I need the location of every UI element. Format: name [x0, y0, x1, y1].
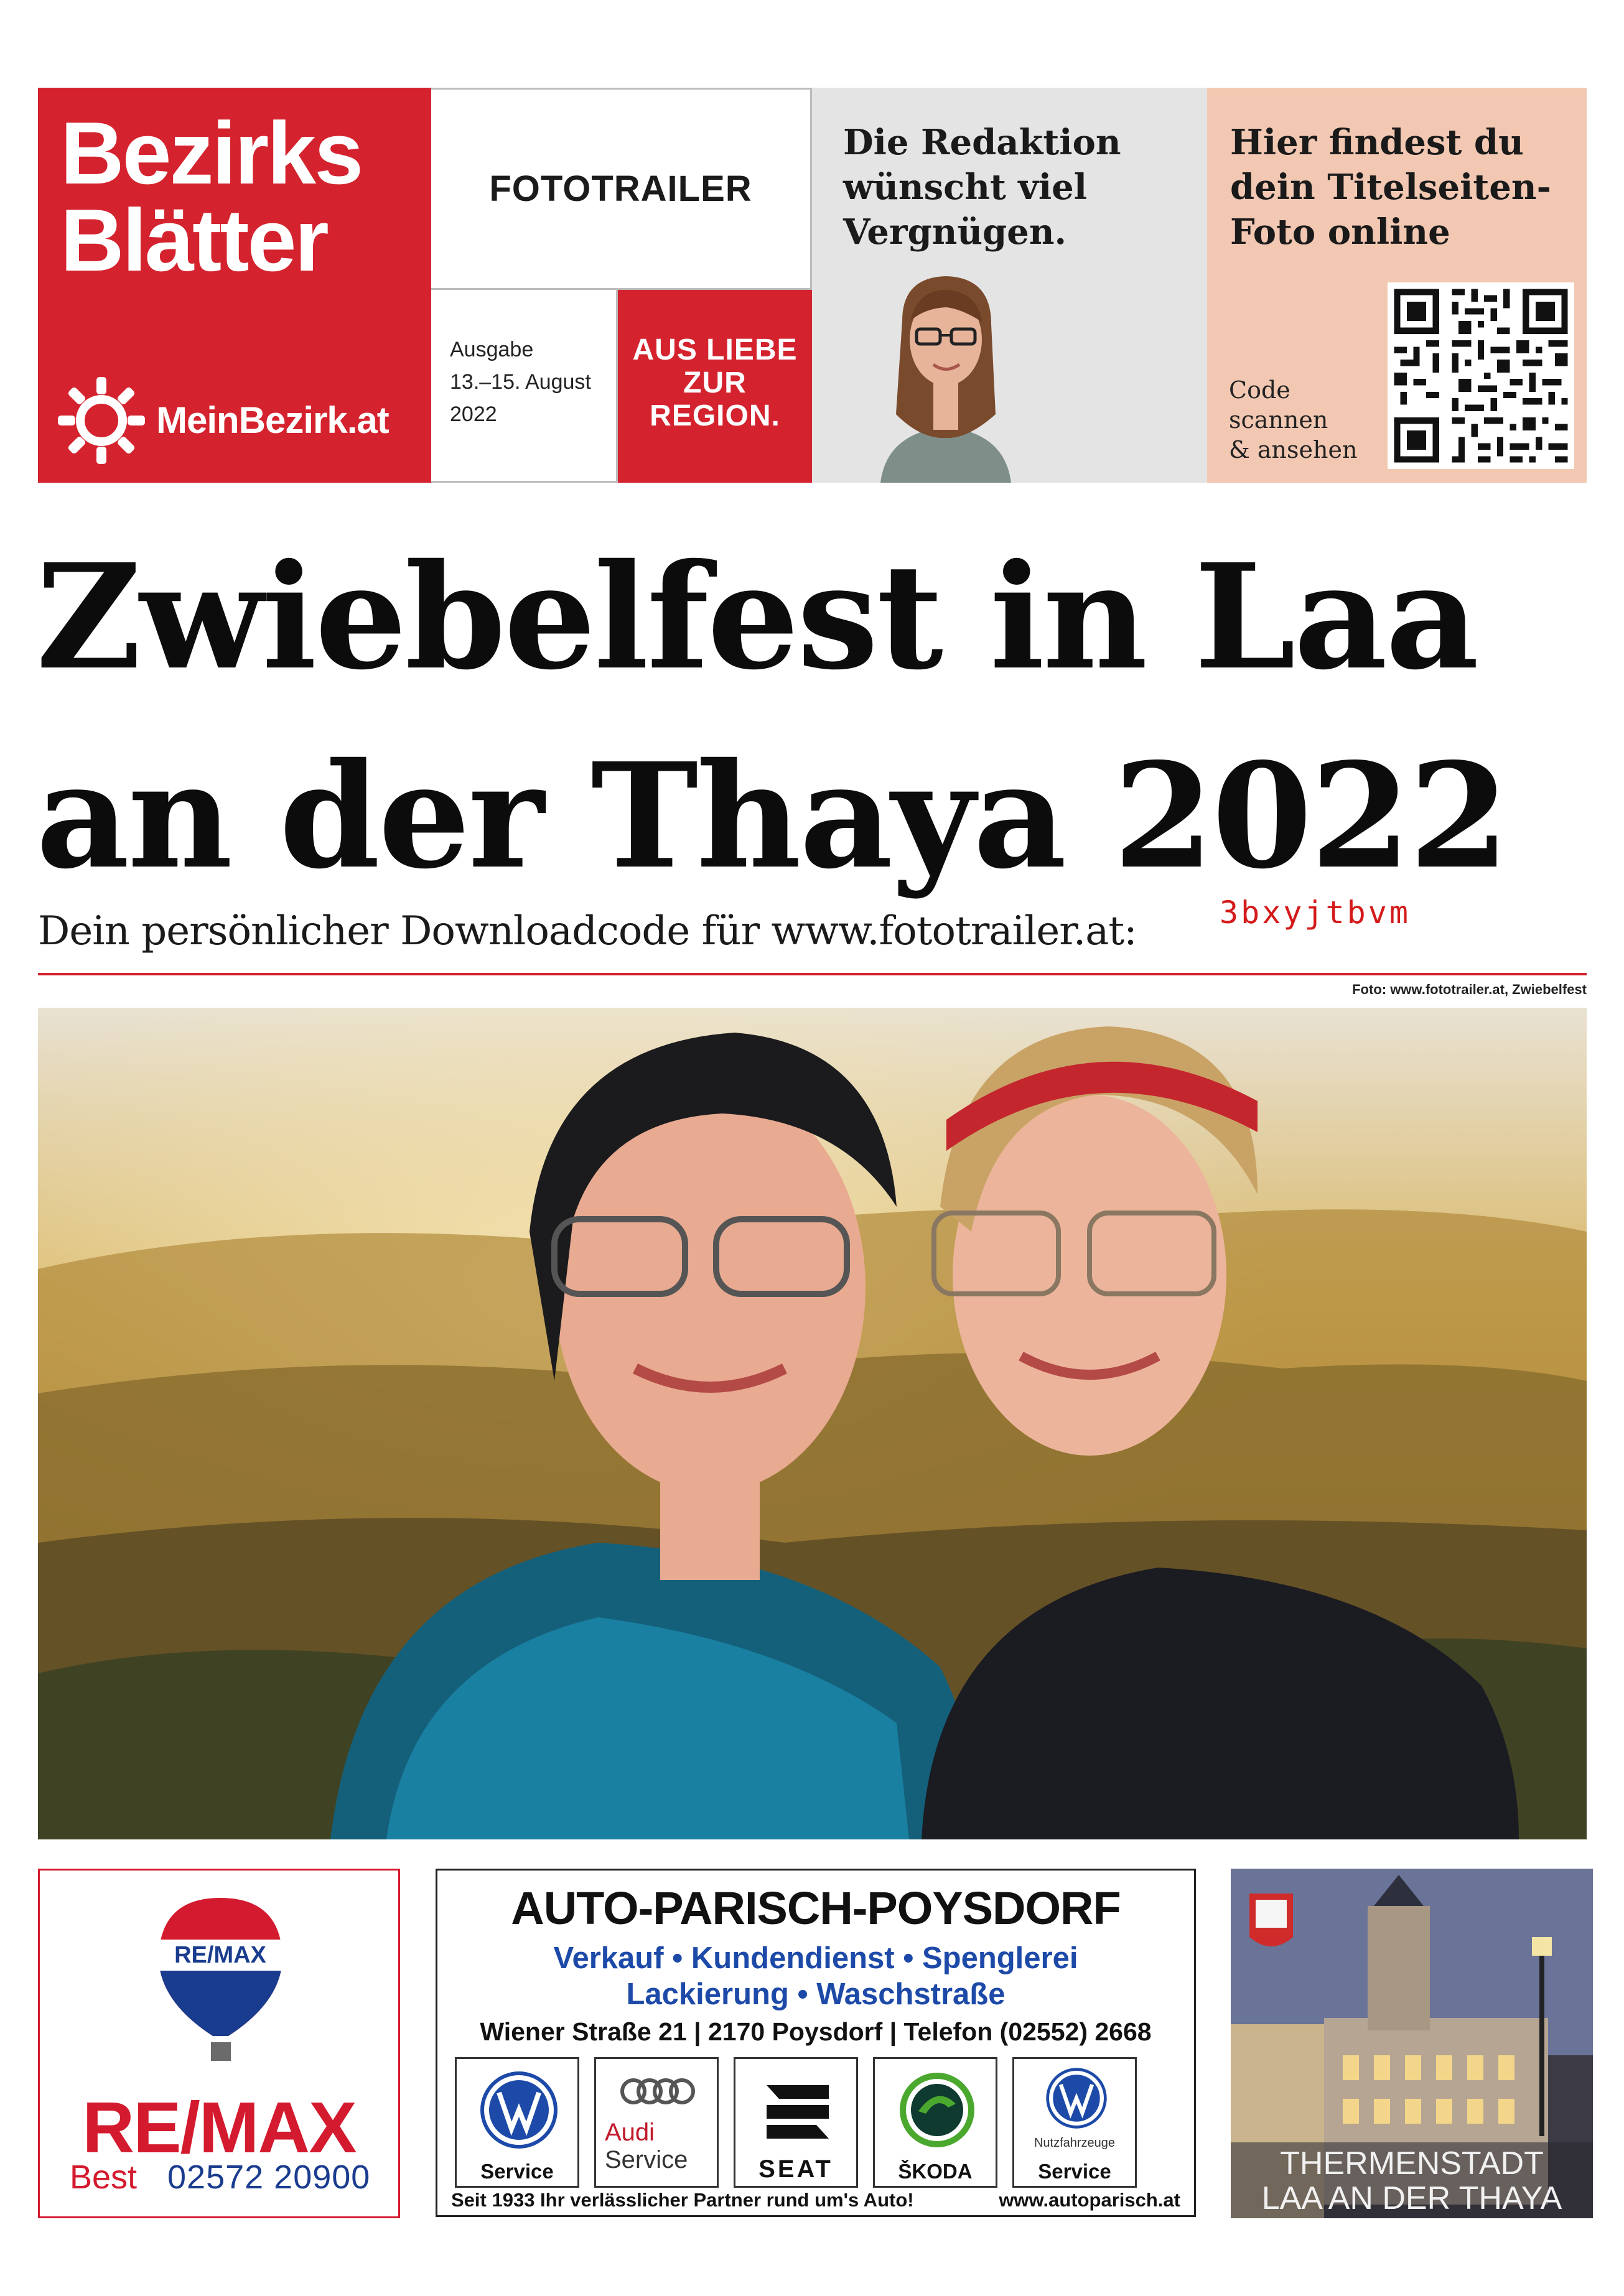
issue-label: Ausgabe — [450, 338, 534, 361]
audi-service: Service — [605, 2146, 688, 2173]
editor-portrait — [843, 253, 1048, 483]
slogan-line1: AUS LIEBE — [632, 333, 798, 366]
issue-info — [431, 290, 618, 483]
vw-logo-icon — [1042, 2064, 1111, 2132]
brand-url: MeinBezirk.at — [156, 399, 389, 441]
ap-services-line2: Lackierung • Waschstraße — [626, 1978, 1006, 2011]
photo-credit: Foto: www.fototrailer.at, Zwiebelfest — [1352, 982, 1587, 997]
autoparisch-ad[interactable] — [436, 1869, 1196, 2217]
seat-logo-icon — [754, 2066, 841, 2154]
slogan-block — [618, 290, 812, 483]
issue-dates: 13.–15. August — [450, 370, 591, 394]
issue-year: 2022 — [450, 402, 497, 426]
ap-footer: Seit 1933 Ihr verlässlicher Partner rund um's Auto! — [451, 2189, 914, 2211]
brand-block — [38, 88, 431, 483]
vw-logo-icon — [475, 2066, 562, 2154]
code-line3: & ansehen — [1229, 436, 1358, 463]
code-line1: Code — [1229, 376, 1290, 404]
online-text — [1230, 120, 1551, 254]
editorial-block — [812, 88, 1207, 483]
code-hint — [1229, 375, 1357, 465]
editorial-line1: Die Redaktion — [843, 122, 1121, 163]
sun-logo-icon — [52, 371, 151, 470]
slogan-line3: REGION. — [650, 399, 780, 432]
tile-label: Service — [480, 2160, 554, 2183]
online-line3: Foto online — [1230, 211, 1450, 253]
balloon-label: RE/MAX — [174, 1942, 266, 1968]
main-photo — [38, 1008, 1587, 1839]
section-label: FOTOTRAILER — [431, 88, 812, 290]
tile-label: ŠKODA — [898, 2160, 973, 2183]
divider — [38, 973, 1587, 975]
therme-caption — [1231, 2142, 1593, 2218]
remax-logo: RE/MAX — [82, 2087, 356, 2168]
online-line1: Hier findest du — [1230, 122, 1524, 163]
editorial-line3: Vergnügen. — [843, 211, 1067, 253]
therme-line2: LAA AN DER THAYA — [1261, 2180, 1562, 2216]
online-line2: dein Titelseiten- — [1230, 167, 1551, 208]
headline-line1: Zwiebelfest in Laa — [36, 532, 1478, 702]
ap-title: AUTO-PARISCH-POYSDORF — [511, 1882, 1121, 1934]
brand-name-line2: Blätter — [60, 191, 327, 290]
vw-nutzfahrzeuge-tile — [1012, 2057, 1137, 2188]
brand-name — [60, 104, 362, 290]
headline — [36, 518, 1579, 916]
code-line2: scannen — [1229, 406, 1328, 434]
skoda-logo-icon — [894, 2066, 981, 2154]
editorial-line2: wünscht viel — [843, 167, 1088, 208]
remax-phone[interactable]: 02572 20900 — [167, 2159, 371, 2196]
ap-address: Wiener Straße 21 | 2170 Poysdorf | Telefon (02552) 2668 — [480, 2017, 1152, 2046]
remax-office: Best — [70, 2159, 138, 2196]
ap-services — [437, 1940, 1194, 2012]
online-block — [1207, 88, 1587, 483]
ap-services-line1: Verkauf • Kundendienst • Spenglerei — [553, 1941, 1078, 1975]
tile-label: SEAT — [758, 2155, 833, 2183]
tile-label: Service — [1038, 2160, 1111, 2183]
qr-code-icon[interactable] — [1388, 282, 1574, 469]
therme-line1: THERMENSTADT — [1280, 2145, 1544, 2182]
editorial-text — [843, 120, 1121, 254]
nutzfahrzeuge-label: Nutzfahrzeuge — [1034, 2136, 1116, 2150]
skoda-tile — [873, 2057, 997, 2188]
ap-website-link[interactable]: www.autoparisch.at — [999, 2189, 1180, 2211]
download-code[interactable]: 3bxyjtbvm — [1220, 895, 1411, 931]
download-label: Dein persönlicher Downloadcode für www.fototrailer.at: — [38, 908, 1137, 954]
audi-name: Audi — [605, 2119, 655, 2146]
remax-ad[interactable] — [38, 1869, 400, 2218]
audi-service-tile — [594, 2057, 719, 2188]
seat-tile — [734, 2057, 858, 2188]
balloon-icon — [154, 1893, 287, 2067]
slogan-line2: ZUR — [683, 366, 747, 399]
brand-name-line1: Bezirks — [60, 104, 362, 203]
vw-service-tile — [455, 2057, 579, 2188]
therme-ad[interactable] — [1231, 1869, 1593, 2218]
headline-line2: an der Thaya 2022 — [36, 731, 1508, 901]
